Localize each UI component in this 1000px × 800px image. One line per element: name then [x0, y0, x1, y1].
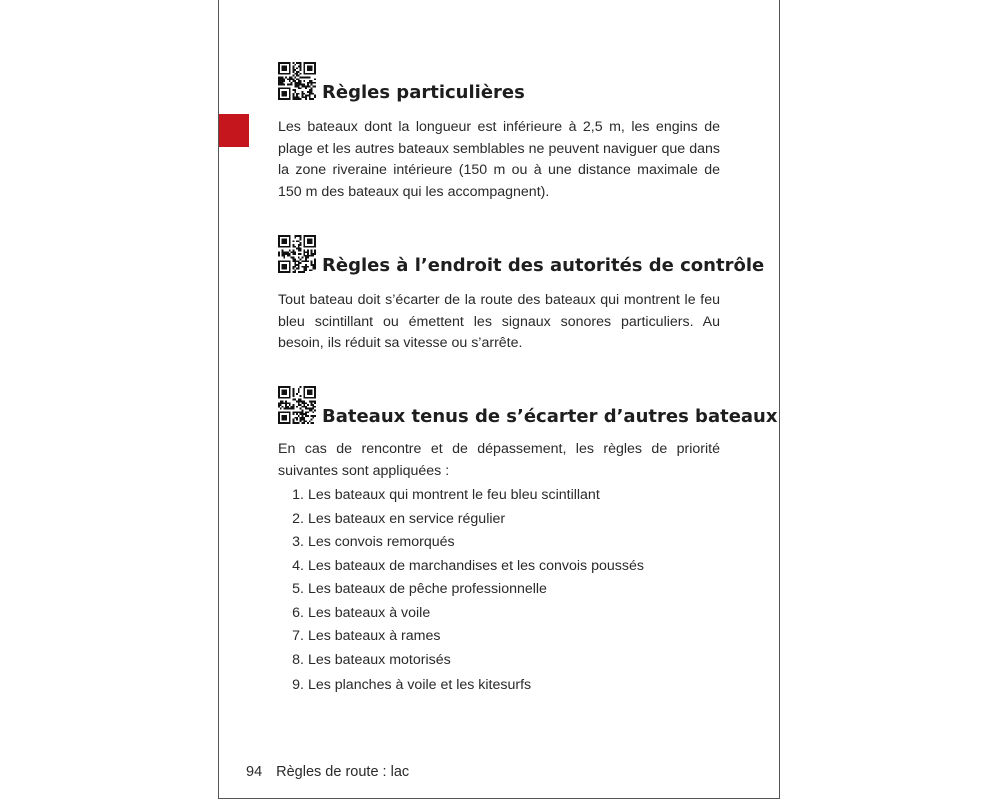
list-item: 8. Les bateaux motorisés — [292, 651, 451, 668]
list-item: 5. Les bateaux de pêche professionnelle — [292, 581, 547, 597]
list-item: 6. Les bateaux à voile — [292, 604, 431, 621]
chapter-marker-tab — [219, 114, 249, 147]
qr-code-icon[interactable] — [278, 386, 316, 424]
section-heading: Règles particulières — [322, 82, 525, 103]
list-item: 4. Les bateaux de marchandises et les convois poussés — [292, 557, 644, 574]
qr-code-icon[interactable] — [278, 62, 316, 100]
section-autorites-controle — [278, 235, 765, 355]
section-regles-particulieres — [278, 62, 720, 203]
section-bateaux-tenus — [278, 386, 778, 698]
page-number: 94 — [246, 764, 263, 780]
priority-list — [278, 484, 720, 698]
list-item: 7. Les bateaux à rames — [292, 628, 441, 644]
section-heading: Bateaux tenus de s’écarter d’autres bateaux — [322, 406, 778, 427]
list-item: 1. Les bateaux qui montrent le feu bleu scintillant — [292, 487, 600, 503]
list-item: 3. Les convois remorqués — [292, 534, 455, 550]
list-item: 2. Les bateaux en service régulier — [292, 510, 506, 527]
running-title: Règles de route : lac — [276, 764, 410, 780]
qr-code-icon[interactable] — [278, 235, 316, 273]
section-heading: Règles à l’endroit des autorités de contrôle — [322, 255, 765, 276]
section-paragraph: En cas de rencontre et de dépassement, les règles de priorité suivantes sont appliquées : — [278, 441, 720, 479]
list-item: 9. Les planches à voile et les kitesurfs — [292, 677, 532, 693]
page-footer — [246, 764, 409, 780]
section-paragraph: Tout bateau doit s’écarter de la route des bateaux qui montrent le feu bleu scintillant ou émettent les signaux sonores particuliers. Au besoin, ils réduit sa vitesse ou s’arrête. — [278, 292, 720, 351]
section-paragraph: Les bateaux dont la longueur est inférieure à 2,5 m, les engins de plage et les autres bateaux semblables ne peuvent naviguer que dans la zone riveraine intérieure (150 m ou à une distance maximale de 150 m des bateaux qui les accompagnent). — [278, 119, 720, 200]
